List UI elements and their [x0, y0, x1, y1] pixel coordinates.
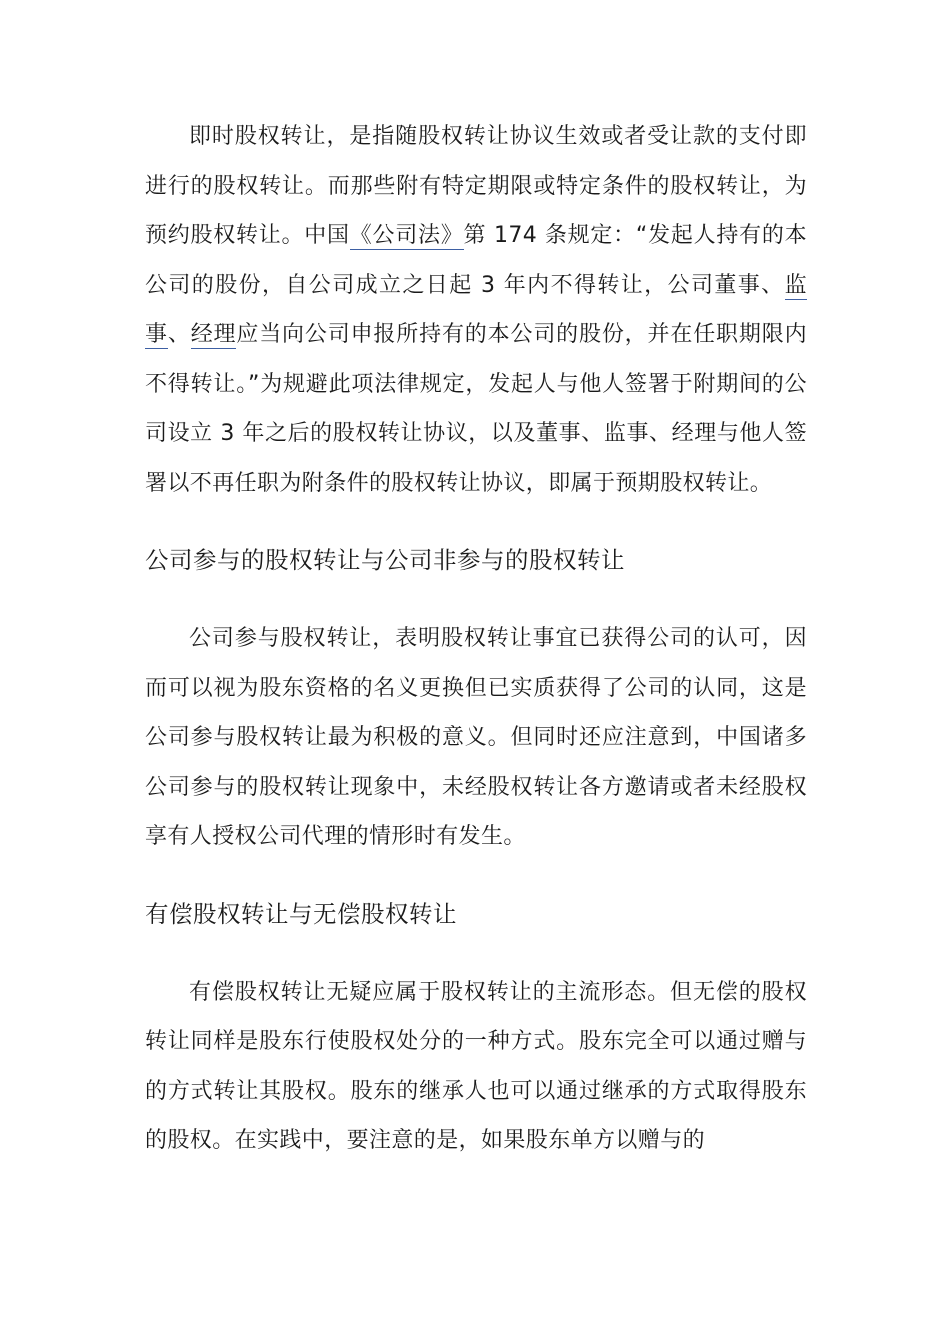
link-supervisor[interactable]: 监事 [145, 272, 807, 347]
paragraph-text: 第 174 条规定：“发起人持有的本公司的股份，自公司成立之日起 3 年内不得转让，公司董事、 [145, 223, 807, 298]
link-company-law[interactable]: 《公司法》 [349, 223, 464, 248]
paragraph-text: 即时股权转让，是指随股权转让协议生效或者受让款的支付即进行的股权转让。而那些附有特定期限或特定条件的股权转让，为预约股权转让。中国 [145, 124, 807, 248]
document-body [145, 112, 807, 1166]
paragraph-paid-unpaid: 有偿股权转让无疑应属于股权转让的主流形态。但无偿的股权转让同样是股东行使股权处分的一种方式。股东完全可以通过赠与的方式转让其股权。股东的继承人也可以通过继承的方式取得股东的股权。在实践中，要注意的是，如果股东单方以赠与的 [145, 979, 807, 1153]
section-heading-company-participation: 公司参与的股权转让与公司非参与的股权转让 [145, 546, 625, 574]
paragraph-text: 应当向公司申报所持有的本公司的股份，并在任职期限内不得转让。”为规避此项法律规定，发起人与他人签署于附期间的公司设立 3 年之后的股权转让协议，以及董事、监事、经理与他人签署以不再任职为附条件的股权转让协议，即属于预期股权转让。 [145, 322, 807, 496]
link-manager[interactable]: 经理 [190, 322, 237, 347]
section-heading-paid-unpaid: 有偿股权转让与无偿股权转让 [145, 899, 457, 928]
paragraph-company-participation: 公司参与股权转让，表明股权转让事宜已获得公司的认可，因而可以视为股东资格的名义更换但已实质获得了公司的认同，这是公司参与股权转让最为积极的意义。但同时还应注意到，中国诸多公司参与的股权转让现象中，未经股权转让各方邀请或者未经股权享有人授权公司代理的情形时有发生。 [145, 626, 807, 849]
paragraph-text: 、 [167, 322, 191, 347]
paragraph-immediate-transfer [145, 112, 807, 508]
